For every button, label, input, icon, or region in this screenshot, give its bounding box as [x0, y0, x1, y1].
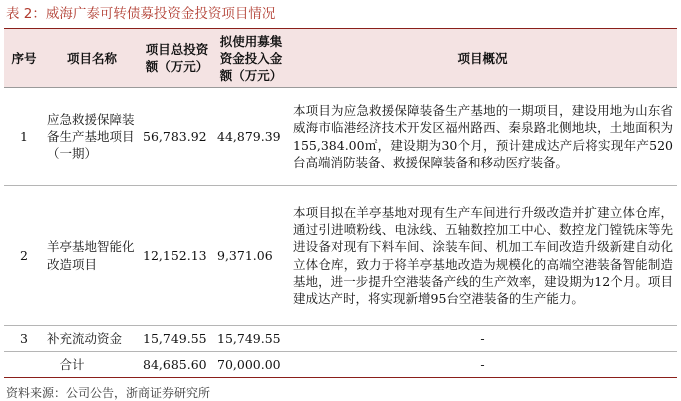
total-raised: 70,000.00 [217, 356, 281, 372]
header-overview: 项目概况 [288, 29, 677, 88]
cell-overview: 本项目拟在羊亭基地对现有生产车间进行升级改造并扩建立体仓库，通过引进喷粉线、电泳线、五轴数控加工中心、数控龙门镗铣床等先进设备对现有下料车间、涂装车间、机加工车间改造升级新建自动化立体仓库，致力于将羊亭基地改造为规模化的高端空港装备智能制造基地，进一步提升空港装备产线的生产效率，建设期为12个月。项目建成达产时，将实现新增95台空港装备的生产能力。 [288, 186, 677, 326]
cell-seq: 1 [4, 88, 44, 186]
cell-overview: - [288, 326, 677, 352]
source-note: 资料来源：公司公告，浙商证券研究所 [6, 386, 211, 400]
table-row [4, 326, 677, 352]
total-investment: 84,685.60 [143, 356, 207, 372]
investment-projects-table [4, 28, 677, 378]
header-seq: 序号 [4, 29, 44, 88]
header-name: 项目名称 [44, 29, 140, 88]
table-row [4, 186, 677, 326]
cell-name: 补充流动资金 [44, 326, 140, 352]
total-label: 合计 [59, 356, 85, 372]
table-header-row [4, 29, 677, 88]
cell-raised: 15,749.55 [214, 326, 288, 352]
cell-seq: 2 [4, 186, 44, 326]
header-raised-funds: 拟使用募集资金投入金额（万元） [214, 29, 288, 88]
table-row [4, 88, 677, 186]
cell-name: 羊亭基地智能化改造项目 [44, 186, 140, 326]
table-title: 表 2：威海广泰可转债募投资金投资项目情况 [6, 6, 276, 22]
cell-total: 12,152.13 [140, 186, 214, 326]
cell-overview: 本项目为应急救援保障装备生产基地的一期项目，建设用地为山东省威海市临港经济技术开发区福州路西、秦泉路北侧地块，土地面积为155,384.00㎡，建设期为30个月，预计建成达产后将实现年产520台高端消防装备、救援保障装备和移动医疗装备。 [288, 88, 677, 186]
header-total-investment: 项目总投资额（万元） [140, 29, 214, 88]
cell-raised: 9,371.06 [214, 186, 288, 326]
cell-name: 应急救援保障装备生产基地项目（一期） [44, 88, 140, 186]
cell-total: 15,749.55 [140, 326, 214, 352]
cell-total: 56,783.92 [140, 88, 214, 186]
cell-seq: 3 [4, 326, 44, 352]
total-overview: - [480, 356, 485, 372]
total-row [4, 352, 677, 378]
cell-raised: 44,879.39 [214, 88, 288, 186]
